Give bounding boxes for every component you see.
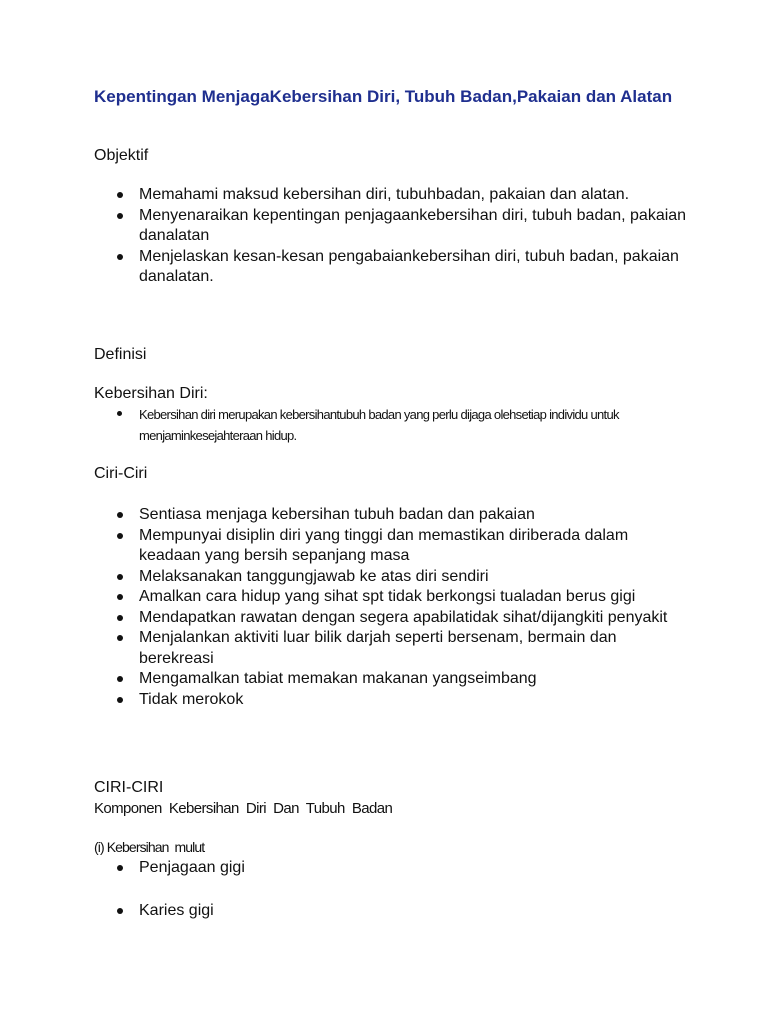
kebersihan-diri-heading: Kebersihan Diri: [94,385,208,402]
definisi-heading: Definisi [94,346,147,363]
list-item: Menjalankan aktiviti luar bilik darjah seperti bersenam, bermain dan berekreasi [94,628,684,669]
list-item: Menyenaraikan kepentingan penjagaankebersihan diri, tubuh badan, pakaian danalatan [94,206,694,247]
list-item: Mendapatkan rawatan dengan segera apabilatidak sihat/dijangkiti penyakit [94,608,684,629]
document-title: Kepentingan MenjagaKebersihan Diri, Tubuh Badan,Pakaian dan Alatan [94,87,673,106]
komponen-subheading: Komponen Kebersihan Diri Dan Tubuh Badan [94,800,393,817]
list-item: Sentiasa menjaga kebersihan tubuh badan dan pakaian [94,505,684,526]
list-item: Melaksanakan tanggungjawab ke atas diri sendiri [94,567,684,588]
list-item: Tidak merokok [94,690,684,711]
ciri-ciri-list [94,505,684,710]
list-item: Kebersihan diri merupakan kebersihantubuh badan yang perlu dijaga olehsetiap individu untuk menjaminkesejahteraan hidup. [94,404,674,446]
ciri-ciri-heading: Ciri-Ciri [94,465,148,482]
kebersihan-mulut-heading: (i) Kebersihan mulut [94,839,205,855]
komponen-heading: CIRI-CIRI [94,779,164,796]
definisi-list [94,404,674,446]
list-item: Karies gigi [94,901,494,922]
objektif-list [94,185,694,288]
list-item: Memahami maksud kebersihan diri, tubuhbadan, pakaian dan alatan. [94,185,694,206]
list-item: Mempunyai disiplin diri yang tinggi dan memastikan diriberada dalam keadaan yang bersih sepanjang masa [94,526,684,567]
list-item: Mengamalkan tabiat memakan makanan yangseimbang [94,669,684,690]
list-item: Menjelaskan kesan-kesan pengabaiankebersihan diri, tubuh badan, pakaian danalatan. [94,247,694,288]
list-item: Amalkan cara hidup yang sihat spt tidak berkongsi tualadan berus gigi [94,587,684,608]
mulut-list-2 [94,901,494,922]
objektif-heading: Objektif [94,147,149,164]
mulut-list [94,858,494,879]
list-item: Penjagaan gigi [94,858,494,879]
